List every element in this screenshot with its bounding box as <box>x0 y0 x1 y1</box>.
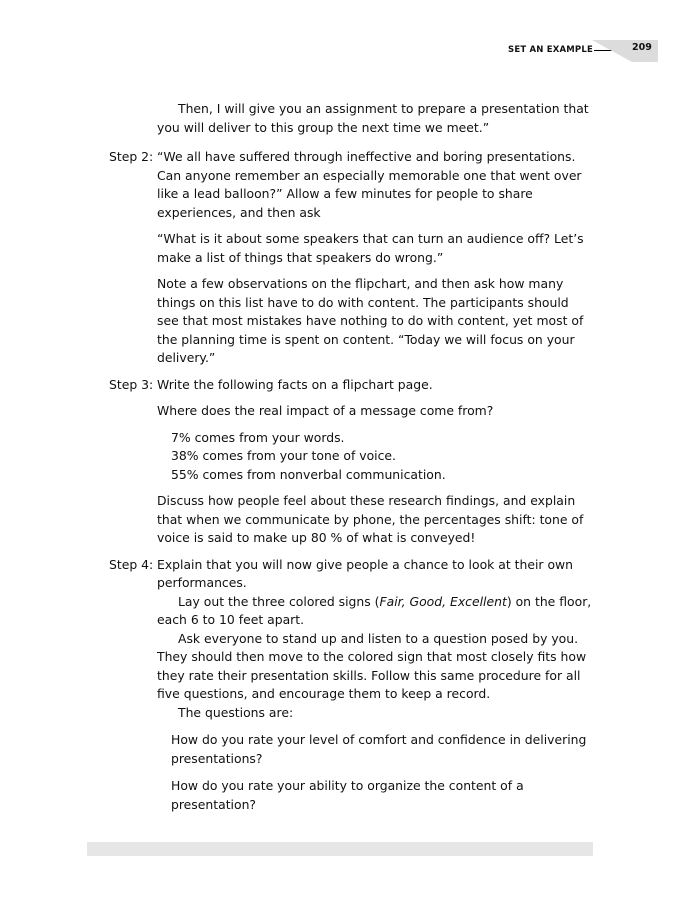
step-2-label: Step 2: <box>109 149 154 164</box>
step-4-paragraph-3: Ask everyone to stand up and listen to a question posed by you. They should then move to the colored sign that most closely fits how they rate their presentation skills. Follow this same procedure for all five questions, and encourage them to keep a record. <box>157 630 587 701</box>
running-header <box>0 40 678 62</box>
question-comfort-confidence: How do you rate your level of comfort and confidence in delivering presentations? <box>171 732 587 766</box>
question-organize-content: How do you rate your ability to organize the content of a presentation? <box>171 778 524 812</box>
footer-bar <box>87 842 593 856</box>
step-4-paragraph-2 <box>157 593 592 630</box>
step-2 <box>0 148 678 368</box>
page-body <box>0 100 678 814</box>
signs-text-after: ) on the floor, each 6 to 10 feet apart. <box>157 593 592 627</box>
step-2-paragraph-1: “We all have suffered through ineffective and boring presentations. Can anyone remember an especially memorable one that went over like a lead balloon?” Allow a few minutes for people to share experiences, and then ask <box>157 149 582 220</box>
intro-line-2: you will deliver to this group the next time we meet.” <box>157 119 490 135</box>
step-2-paragraph-3: Note a few observations on the flipchart, and then ask how many things on this list have to do with content. The participants should see that most mistakes have nothing to do with content, yet most of the planning time is spent on content. “Today we will focus on your delivery.” <box>157 276 584 365</box>
step-3-label: Step 3: <box>109 376 154 392</box>
step-2-paragraph-2: “What is it about some speakers that can turn an audience off? Let’s make a list of things that speakers do wrong.” <box>157 231 584 265</box>
running-header-title: SET AN EXAMPLE <box>508 45 593 55</box>
intro-paragraph <box>0 100 678 137</box>
page-number: 209 <box>632 42 652 53</box>
step-3-paragraph-1: Write the following facts on a flipchart page. <box>157 376 433 392</box>
step-4-paragraph-1: Explain that you will now give people a chance to look at their own performances. <box>157 556 574 590</box>
step-3-paragraph-3: Discuss how people feel about these research findings, and explain that when we communicate by phone, the percentages shift: tone of voice is said to make up 80 % of what is conveyed! <box>157 493 584 545</box>
impact-fact-nonverbal: 55% comes from nonverbal communication. <box>171 466 446 482</box>
intro-line-1: Then, I will give you an assignment to prepare a presentation that <box>178 101 589 116</box>
step-3-paragraph-2: Where does the real impact of a message come from? <box>157 403 494 418</box>
impact-facts-list <box>171 429 592 485</box>
step-4-paragraph-4: The questions are: <box>178 704 294 720</box>
step-3 <box>0 376 678 548</box>
step-4-label: Step 4: <box>109 556 154 572</box>
sign-names: Fair, Good, Excellent <box>379 593 507 609</box>
impact-fact-words: 7% comes from your words. <box>171 429 345 445</box>
signs-text-before: Lay out the three colored signs ( <box>178 593 380 609</box>
step-4 <box>0 556 678 815</box>
impact-fact-tone: 38% comes from your tone of voice. <box>171 448 396 463</box>
